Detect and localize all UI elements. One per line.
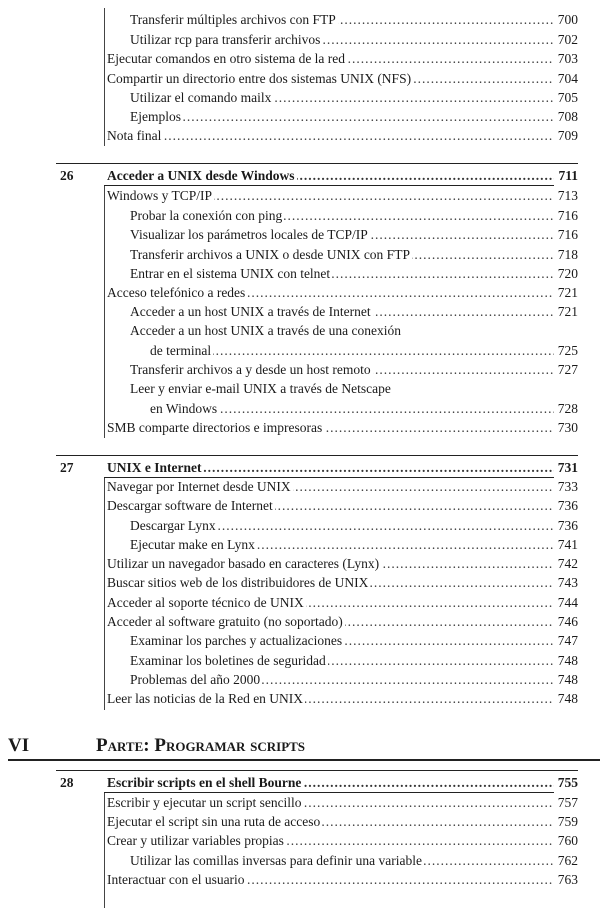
- toc-entry: Leer las noticias de la Red en UNIX ..... 748: [107, 689, 578, 709]
- toc-entry: Examinar los parches y actualizaciones ..... 747: [130, 631, 578, 651]
- toc-entry: Visualizar los parámetros locales de TCP/IP ..... 716: [130, 225, 578, 245]
- toc-entry: Nota final ..... 709: [107, 126, 578, 146]
- toc-entry: en Windows ..... 728: [150, 399, 578, 419]
- part-number: VI: [8, 735, 30, 756]
- chapter-number: 27: [60, 460, 74, 475]
- part-label: Parte: Programar scripts: [96, 735, 306, 756]
- toc-entry: Compartir un directorio entre dos sistemas UNIX (NFS) ..... 704: [107, 69, 578, 89]
- toc-entry: Acceder a un host UNIX a través de una conexión: [130, 323, 402, 338]
- toc-entry: Acceder a un host UNIX a través de Internet ..... 721: [130, 302, 578, 322]
- toc-entry: Crear y utilizar variables propias ..... 760: [107, 831, 578, 851]
- chapter-title: UNIX e Internet ..... 731: [107, 458, 578, 478]
- toc-entry: Interactuar con el usuario ..... 763: [107, 870, 578, 890]
- toc-entry: de terminal ..... 725: [150, 341, 578, 361]
- toc-entry: Utilizar un navegador basado en caracteres (Lynx) ..... 742: [107, 554, 578, 574]
- chapter-top-rule: [56, 163, 578, 164]
- toc-entry: Utilizar el comando mailx ..... 705: [130, 88, 578, 108]
- toc-entry: Transferir múltiples archivos con FTP ..... 700: [130, 10, 578, 30]
- toc-entry: Acceder al soporte técnico de UNIX ..... 744: [107, 593, 578, 613]
- toc-entry: Transferir archivos a y desde un host remoto ..... 727: [130, 360, 578, 380]
- part-title: [8, 733, 305, 759]
- toc-entry: Windows y TCP/IP ..... 713: [107, 186, 578, 206]
- toc-entry: Navegar por Internet desde UNIX ..... 733: [107, 477, 578, 497]
- toc-entry: SMB comparte directorios e impresoras ..... 730: [107, 418, 578, 438]
- toc-entry: Descargar software de Internet ..... 736: [107, 496, 578, 516]
- chapter-number: 26: [60, 168, 74, 183]
- toc-entry: Ejecutar make en Lynx ..... 741: [130, 535, 578, 555]
- chapter-top-rule: [56, 455, 578, 456]
- toc-entry: Problemas del año 2000 ..... 748: [130, 670, 578, 690]
- toc-entry: Utilizar las comillas inversas para definir una variable ..... 762: [130, 851, 578, 871]
- toc-entry: Leer y enviar e-mail UNIX a través de Netscape: [130, 381, 391, 396]
- chapter-top-rule: [56, 770, 578, 771]
- group-left-rule: [104, 186, 105, 438]
- toc-entry: Escribir y ejecutar un script sencillo ..... 757: [107, 793, 578, 813]
- chapter-number: 28: [60, 775, 74, 790]
- group-left-rule: [104, 8, 105, 146]
- toc-entry: Utilizar rcp para transferir archivos ..... 702: [130, 30, 578, 50]
- toc-entry: Probar la conexión con ping ..... 716: [130, 206, 578, 226]
- toc-entry: Ejecutar el script sin una ruta de acceso ..... 759: [107, 812, 578, 832]
- toc-entry: Ejemplos ..... 708: [130, 107, 578, 127]
- toc-entry: Acceso telefónico a redes ..... 721: [107, 283, 578, 303]
- toc-entry: Transferir archivos a UNIX o desde UNIX con FTP ..... 718: [130, 245, 578, 265]
- chapter-title: Acceder a UNIX desde Windows ..... 711: [107, 166, 578, 186]
- toc-entry: Acceder al software gratuito (no soportado) ..... 746: [107, 612, 578, 632]
- toc-entry: Examinar los boletines de seguridad ..... 748: [130, 651, 578, 671]
- group-left-rule: [104, 478, 105, 710]
- group-left-rule: [104, 793, 105, 908]
- chapter-title: Escribir scripts en el shell Bourne ..... 755: [107, 773, 578, 793]
- part-rule: [8, 759, 600, 761]
- toc-entry: Entrar en el sistema UNIX con telnet ..... 720: [130, 264, 578, 284]
- toc-entry: Ejecutar comandos en otro sistema de la red ..... 703: [107, 49, 578, 69]
- toc-entry: Descargar Lynx ..... 736: [130, 516, 578, 536]
- toc-entry: Buscar sitios web de los distribuidores de UNIX ..... 743: [107, 573, 578, 593]
